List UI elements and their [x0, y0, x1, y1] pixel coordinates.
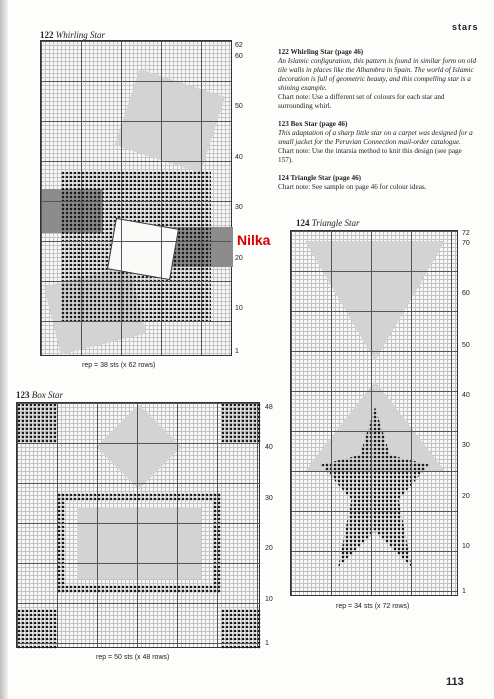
chart-124-title: 124 Triangle Star — [296, 218, 360, 228]
chart-123-row-label: 30 — [265, 495, 273, 502]
chart-123-row-label: 48 — [265, 404, 273, 411]
chart-124-major-grid — [291, 231, 457, 595]
page-binding-edge — [0, 0, 8, 699]
chart-124-rep-note: rep = 34 sts (x 72 rows) — [336, 603, 410, 610]
section-header: stars — [452, 22, 479, 32]
chart-123-row-label: 20 — [265, 545, 273, 552]
chart-122-major-grid — [41, 41, 231, 355]
chart-123-grid — [16, 402, 260, 648]
chart-122-row-label: 50 — [235, 103, 243, 110]
chart-123-major-grid — [17, 403, 259, 647]
note-124: 124 Triangle Star (page 46) Chart note: See sample on page 46 for colour ideas. — [278, 174, 427, 191]
note-123: 123 Box Star (page 46) This adaptation of a sharp little star on a carpet was designed for a small jacket for the Peruvian Connection mail-order catalogue. Chart note: Use the intarsia method to knit this design (see page 157). — [278, 120, 473, 164]
page-number: 113 — [446, 676, 464, 688]
chart-124-row-label: 10 — [462, 543, 470, 550]
chart-122-rep-note: rep = 38 sts (x 62 rows) — [82, 362, 156, 369]
chart-122-row-label: 62 — [235, 42, 243, 49]
chart-123-row-label: 10 — [265, 596, 273, 603]
chart-123-row-label: 40 — [265, 444, 273, 451]
chart-122-row-label: 20 — [235, 255, 243, 262]
chart-124-row-label: 40 — [462, 392, 470, 399]
chart-123-rep-note: rep = 50 sts (x 48 rows) — [96, 654, 170, 661]
chart-124-row-label: 20 — [462, 493, 470, 500]
chart-122-row-label: 40 — [235, 154, 243, 161]
chart-123-title: 123 Box Star — [16, 390, 63, 400]
chart-122-title: 122 Whirling Star — [40, 30, 106, 40]
chart-122-row-label: 1 — [235, 348, 239, 355]
chart-124-row-label: 60 — [462, 290, 470, 297]
chart-124-row-label: 1 — [462, 588, 466, 595]
chart-122-row-label: 10 — [235, 305, 243, 312]
watermark: Nilka — [237, 232, 271, 248]
note-122: 122 Whirling Star (page 46) An Islamic configuration, this pattern is found in similar form on old tile walls in places like the Alhambra in Spain. The world of Islamic decoration is full of geometric beauty, and this compelling star is a shining example. Chart note: Use a different set of colours for each star and surrounding whirl. — [278, 48, 477, 110]
chart-122-grid — [40, 40, 232, 356]
chart-124-row-label: 50 — [462, 342, 470, 349]
chart-123-row-label: 1 — [265, 640, 269, 647]
chart-122-row-label: 60 — [235, 53, 243, 60]
chart-122-row-label: 30 — [235, 204, 243, 211]
chart-124-row-label: 72 — [462, 230, 470, 237]
chart-124-grid — [290, 230, 458, 596]
chart-124-row-label: 70 — [462, 240, 470, 247]
chart-124-row-label: 30 — [462, 442, 470, 449]
